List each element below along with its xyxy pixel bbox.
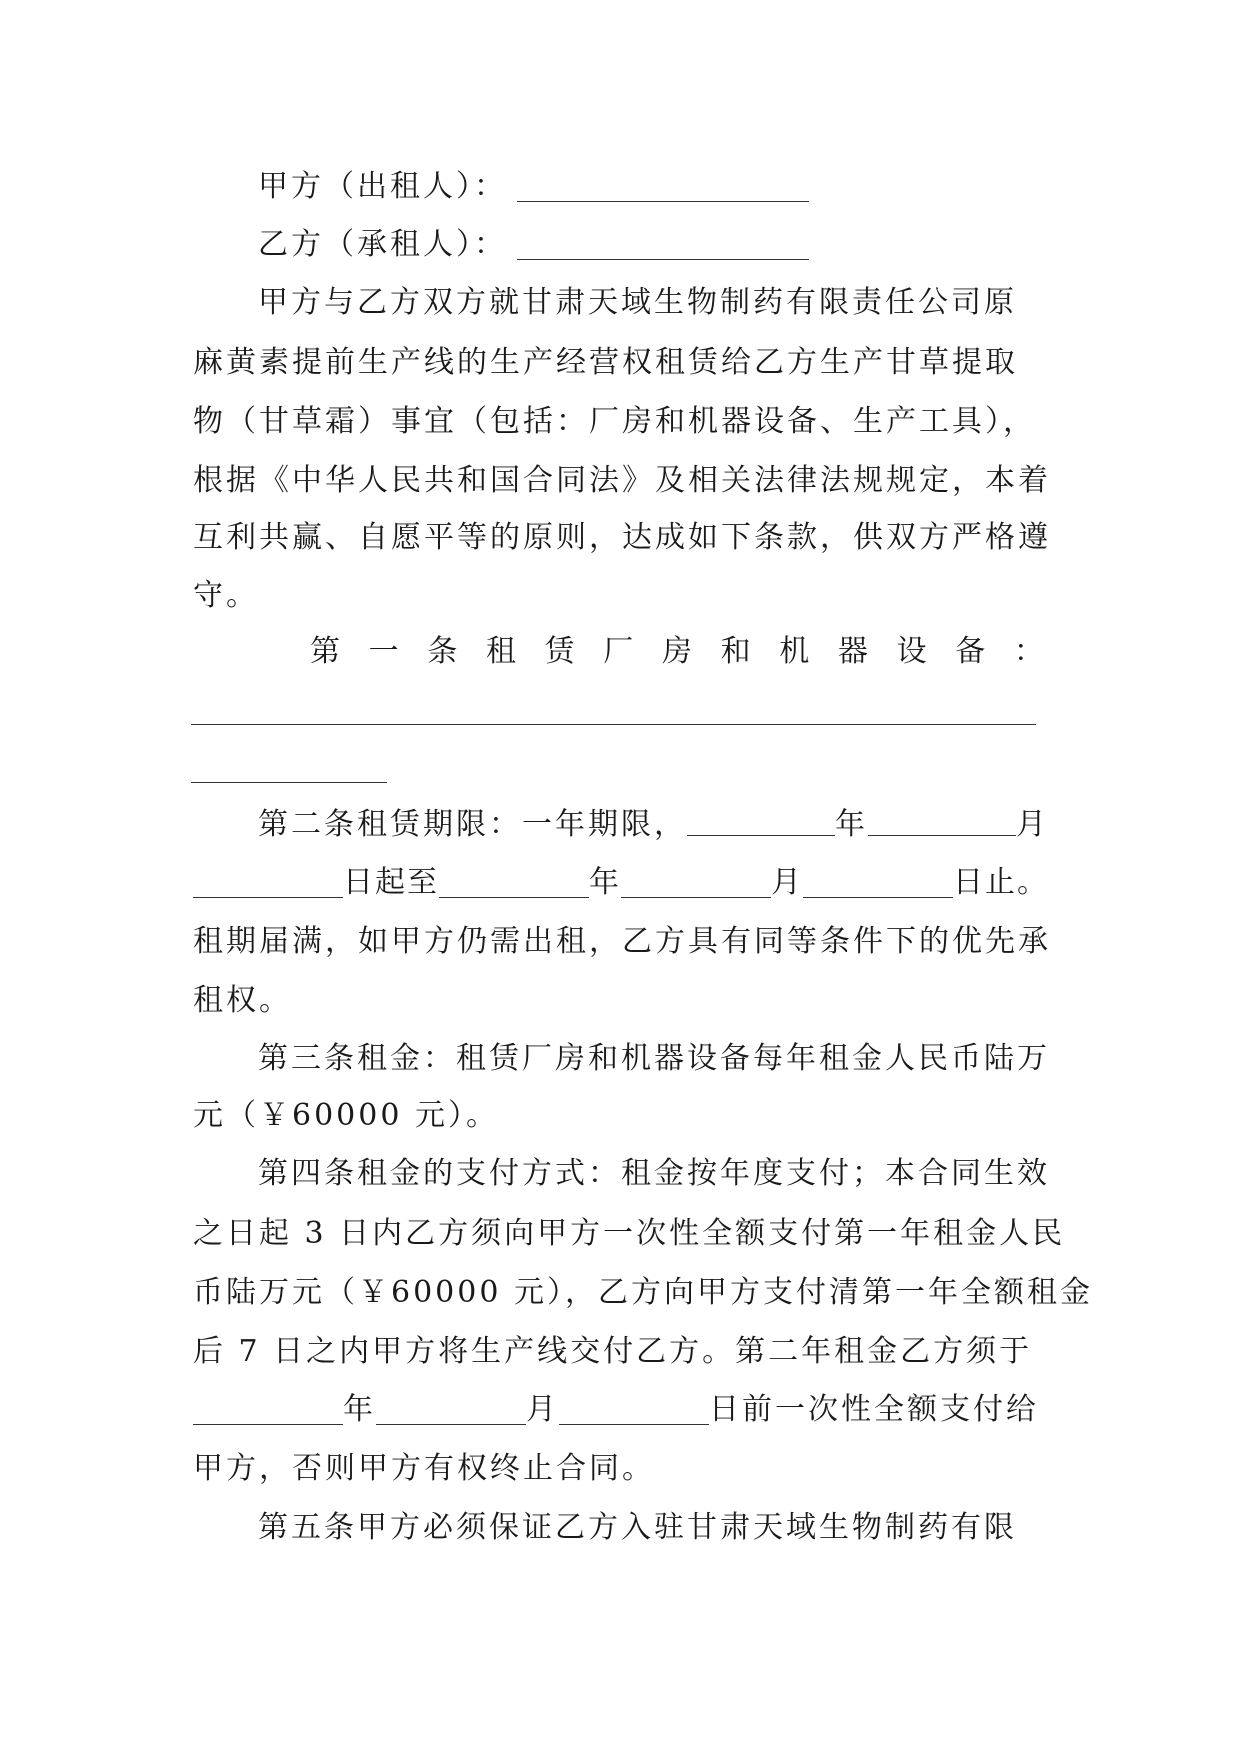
year-label: 年 <box>835 807 868 842</box>
article-3-line-2: 元（￥60000 元）。 <box>193 1098 499 1133</box>
month-label: 月 <box>526 1392 559 1427</box>
month-label: 月 <box>1016 807 1049 842</box>
day-blank <box>193 867 343 898</box>
intro-line-2: 麻黄素提前生产线的生产经营权租赁给乙方生产甘草提取 <box>193 345 1018 380</box>
article-1-heading <box>310 632 1044 672</box>
article-4-line-5-tail: 日前一次性全额支付给 <box>709 1392 1039 1427</box>
intro-line-6: 守。 <box>193 578 259 613</box>
article-4-line-5 <box>193 1390 1039 1430</box>
year-label: 年 <box>343 1392 376 1427</box>
pay-day-blank <box>559 1394 709 1425</box>
end-day-blank <box>803 867 953 898</box>
article-1-char: ： <box>1013 634 1044 669</box>
month-blank <box>868 805 1016 836</box>
article-1-char: 第 <box>310 634 340 669</box>
article-4-line-4: 后 7 日之内甲方将生产线交付乙方。第二年租金乙方须于 <box>193 1334 1033 1369</box>
pay-year-blank <box>193 1394 343 1425</box>
article-4-line-6: 甲方，否则甲方有权终止合同。 <box>193 1451 655 1486</box>
article-3-line-1: 第三条租金：租赁厂房和机器设备每年租金人民币陆万 <box>258 1041 1050 1076</box>
year-label: 年 <box>589 865 621 900</box>
year-blank <box>687 805 835 836</box>
month-label: 月 <box>771 865 803 900</box>
article-2-line-4: 租权。 <box>193 983 292 1018</box>
article-1-blank-line-2 <box>191 782 387 783</box>
party-a-line <box>258 167 809 207</box>
article-2-line-3: 租期届满，如甲方仍需出租，乙方具有同等条件下的优先承 <box>193 924 1051 959</box>
party-a-blank <box>517 171 809 202</box>
article-1-char: 租 <box>485 634 516 669</box>
article-1-char: 机 <box>779 634 810 669</box>
article-1-blank-line-1 <box>191 724 1036 725</box>
article-1-char: 厂 <box>603 634 634 669</box>
article-1-char: 一 <box>368 634 399 669</box>
intro-line-1: 甲方与乙方双方就甘肃天域生物制药有限责任公司原 <box>258 285 1017 320</box>
party-b-line <box>258 225 809 265</box>
article-1-char: 房 <box>661 634 692 669</box>
article-1-char: 设 <box>896 634 927 669</box>
article-1-char: 备 <box>955 634 986 669</box>
end-year-blank <box>439 867 589 898</box>
end-month-blank <box>621 867 771 898</box>
day-end-label: 日止。 <box>953 865 1049 900</box>
article-2-lead: 第二条租赁期限：一年期限， <box>258 807 687 842</box>
article-1-char: 器 <box>837 634 868 669</box>
intro-line-3: 物（甘草霜）事宜（包括：厂房和机器设备、生产工具）， <box>193 404 1036 439</box>
party-b-label: 乙方（承租人）： <box>258 227 507 262</box>
article-1-char: 条 <box>427 634 458 669</box>
article-2-line-2 <box>193 863 1049 903</box>
article-5-line-1: 第五条甲方必须保证乙方入驻甘肃天域生物制药有限 <box>258 1510 1017 1545</box>
article-2-line-1 <box>258 805 1049 845</box>
intro-line-5: 互利共赢、自愿平等的原则，达成如下条款，供双方严格遵 <box>193 520 1051 555</box>
party-a-label: 甲方（出租人）： <box>258 169 507 204</box>
intro-line-4: 根据《中华人民共和国合同法》及相关法律法规规定，本着 <box>193 463 1051 498</box>
pay-month-blank <box>376 1394 526 1425</box>
day-from-label: 日起至 <box>343 865 439 900</box>
party-b-blank <box>517 229 809 260</box>
article-1-char: 赁 <box>544 634 575 669</box>
article-4-line-2: 之日起 3 日内乙方须向甲方一次性全额支付第一年租金人民 <box>193 1216 1066 1251</box>
article-4-line-3: 币陆万元（￥60000 元），乙方向甲方支付清第一年全额租金 <box>193 1275 1093 1310</box>
article-4-line-1: 第四条租金的支付方式：租金按年度支付；本合同生效 <box>258 1156 1050 1191</box>
article-1-char: 和 <box>720 634 751 669</box>
